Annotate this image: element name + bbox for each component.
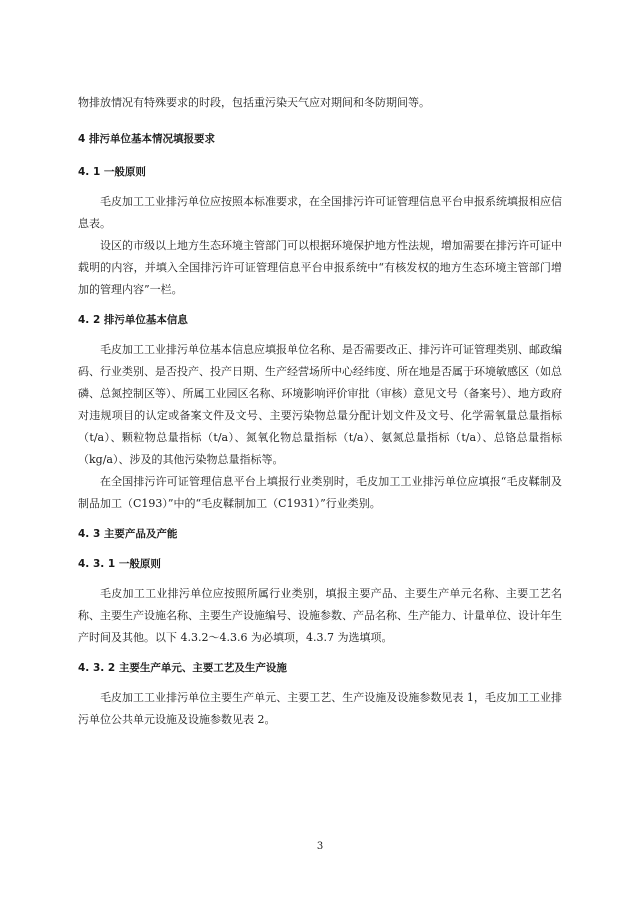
section-heading-4-3-1: 4. 3. 1 一般原则 — [78, 558, 161, 570]
paragraph-4-1-2: 设区的市级以上地方生态环境主管部门可以根据环境保护地方性法规，增加需要在排污许可证中载明的内容，并填入全国排污许可证管理信息平台申报系统中“有核发权的地方生态环境主管部门增加的管理内容”一栏。 — [78, 239, 562, 296]
section-heading-4-2: 4. 2 排污单位基本信息 — [78, 314, 188, 326]
page-number: 3 — [316, 841, 324, 852]
paragraph-4-2-2: 在全国排污许可证管理信息平台上填报行业类别时，毛皮加工工业排污单位应填报“毛皮鞣制及制品加工（C193）”中的“毛皮鞣制加工（C1931）”行业类别。 — [78, 475, 562, 510]
paragraph-4-3-2: 毛皮加工工业排污单位主要生产单元、主要工艺、生产设施及设施参数见表 1，毛皮加工工业排污单位公共单元设施及设施参数见表 2。 — [78, 691, 562, 726]
paragraph-4-2-1: 毛皮加工工业排污单位基本信息应填报单位名称、是否需要改正、排污许可证管理类别、邮政编码、行业类别、是否投产、投产日期、生产经营场所中心经纬度、所在地是否属于环境敏感区（如总磷、总氮控制区等）、所属工业园区名称、环境影响评价审批（审核）意见文号（备案号）、地方政府对违规项目的认定或备案文件及文号、主要污染物总量分配计划文件及文号、化学需氧量总量指标（t/a）、颗粒物总量指标（t/a）、氮氧化物总量指标（t/a）、氨氮总量指标（t/a）、总铬总量指标（kg/a）、涉及的其他污染物总量指标等。 — [78, 343, 562, 466]
paragraph-4-3-1: 毛皮加工工业排污单位应按照所属行业类别，填报主要产品、主要生产单元名称、主要工艺名称、主要生产设施名称、主要生产设施编号、设施参数、产品名称、生产能力、计量单位、设计年生产时间及其他。以下 4.3.2～4.3.6 为必填项，4.3.7 为选填项。 — [78, 587, 562, 644]
continued-paragraph: 物排放情况有特殊要求的时段，包括重污染天气应对期间和冬防期间等。 — [78, 96, 430, 109]
document-body — [78, 92, 562, 731]
section-heading-4-1: 4. 1 一般原则 — [78, 166, 146, 178]
section-heading-4-3-2: 4. 3. 2 主要生产单元、主要工艺及生产设施 — [78, 662, 287, 674]
section-heading-4: 4 排污单位基本情况填报要求 — [78, 133, 215, 145]
section-heading-4-3: 4. 3 主要产品及产能 — [78, 528, 178, 540]
paragraph-4-1-1: 毛皮加工工业排污单位应按照本标准要求，在全国排污许可证管理信息平台申报系统填报相应信息表。 — [78, 195, 562, 230]
